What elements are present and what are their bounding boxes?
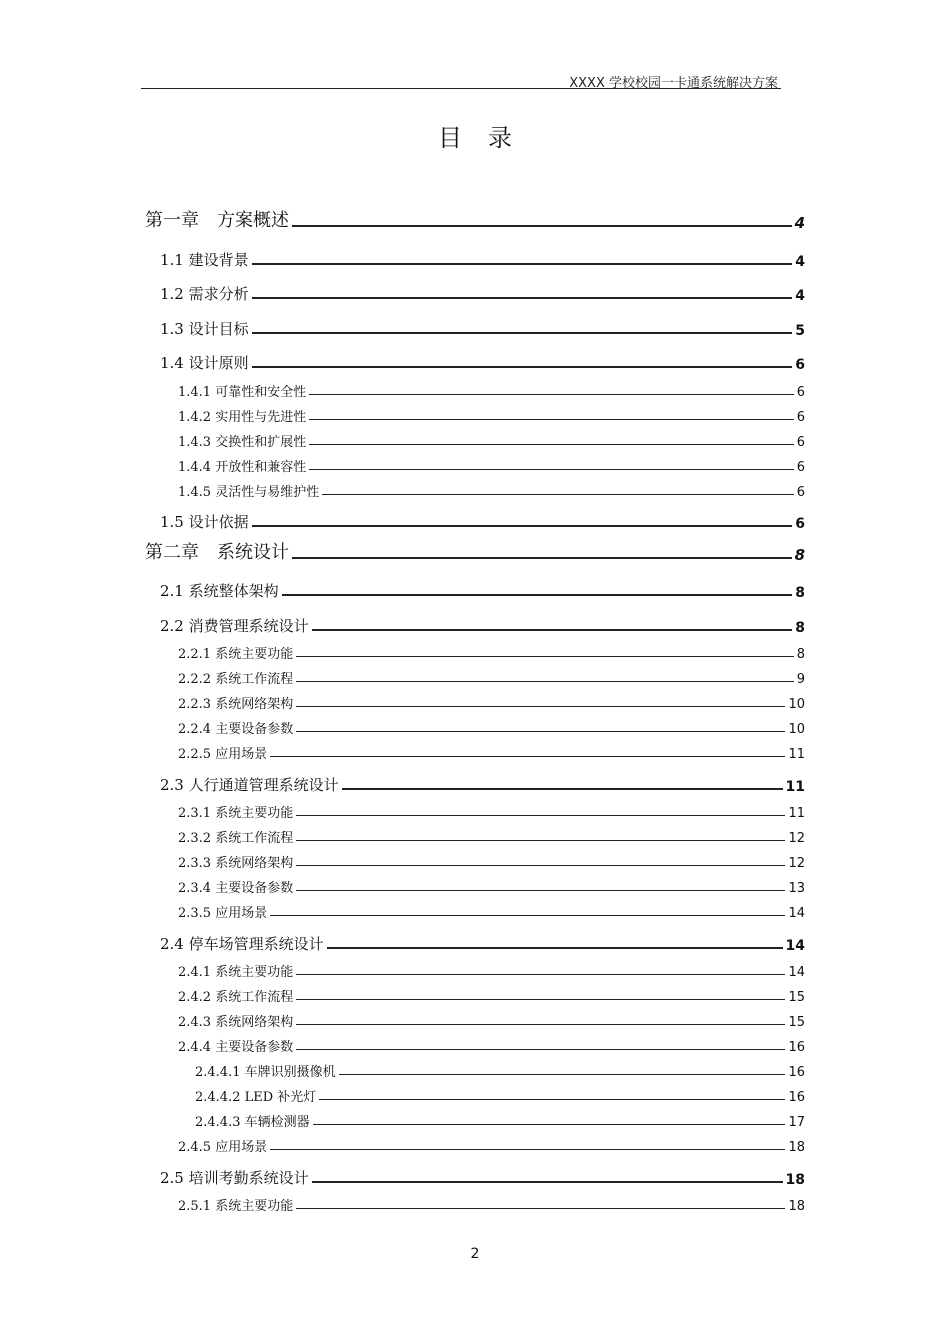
toc-entry-2-2-4[interactable] bbox=[178, 713, 805, 737]
toc-entry-page: 6 bbox=[796, 385, 805, 400]
toc-leader bbox=[296, 706, 785, 707]
toc-leader bbox=[309, 419, 794, 420]
toc-entry-2-4-1[interactable] bbox=[178, 956, 805, 980]
toc-entry-label: 1.1 建设背景 bbox=[160, 251, 249, 269]
toc-leader bbox=[313, 1124, 786, 1125]
running-header: XXXX 学校校园一卡通系统解决方案 bbox=[569, 76, 778, 91]
toc-entry-label: 2.4.4.3 车辆检测器 bbox=[195, 1115, 310, 1130]
toc-entry-label: 2.4.4 主要设备参数 bbox=[178, 1040, 294, 1055]
toc-entry-2-3-4[interactable] bbox=[178, 872, 805, 896]
toc-entry-label: 2.4.2 系统工作流程 bbox=[178, 990, 294, 1005]
toc-leader bbox=[252, 525, 793, 527]
toc-entry-page: 11 bbox=[788, 806, 805, 821]
toc-entry-2-4-4-2[interactable] bbox=[195, 1081, 805, 1105]
toc-entry-page: 9 bbox=[796, 672, 805, 687]
toc-entry-label: 2.4.1 系统主要功能 bbox=[178, 965, 294, 980]
toc-leader bbox=[296, 999, 785, 1000]
toc-entry-1-4-1[interactable] bbox=[178, 376, 805, 400]
toc-leader bbox=[252, 332, 793, 334]
toc-leader bbox=[339, 1074, 786, 1075]
toc-entry-page: 6 bbox=[796, 410, 805, 425]
toc-entry-page: 15 bbox=[788, 990, 805, 1005]
toc-entry-label: 2.4 停车场管理系统设计 bbox=[160, 935, 324, 953]
toc-entry-page: 6 bbox=[795, 516, 805, 532]
toc-entry-page: 4 bbox=[795, 254, 805, 270]
toc-entry-2-3-2[interactable] bbox=[178, 822, 805, 846]
toc-entry-2-4-2[interactable] bbox=[178, 981, 805, 1005]
toc-entry-2-3-3[interactable] bbox=[178, 847, 805, 871]
toc-leader bbox=[296, 865, 785, 866]
toc-leader bbox=[282, 594, 793, 596]
toc-leader bbox=[296, 974, 785, 975]
toc-leader bbox=[296, 890, 785, 891]
toc-entry-page: 12 bbox=[788, 856, 805, 871]
toc-entry-label: 2.4.4.2 LED 补光灯 bbox=[195, 1090, 317, 1105]
toc-entry-page: 8 bbox=[795, 585, 805, 601]
toc-entry-2-4-4-1[interactable] bbox=[195, 1056, 805, 1080]
toc-leader bbox=[296, 1024, 785, 1025]
header-rule bbox=[141, 88, 781, 89]
toc-entry-page: 11 bbox=[788, 747, 805, 762]
toc-entry-page: 6 bbox=[796, 485, 805, 500]
toc-entry-1-4-3[interactable] bbox=[178, 426, 805, 450]
toc-entry-label: 2.5.1 系统主要功能 bbox=[178, 1199, 294, 1214]
toc-leader bbox=[252, 297, 793, 299]
toc-leader bbox=[292, 557, 792, 559]
toc-entry-1-5[interactable] bbox=[160, 508, 805, 532]
toc-entry-2-1[interactable] bbox=[160, 577, 805, 601]
toc-entry-2-4[interactable] bbox=[160, 930, 805, 954]
toc-entry-page: 16 bbox=[788, 1090, 805, 1105]
toc-entry-label: 2.4.3 系统网络架构 bbox=[178, 1015, 294, 1030]
toc-entry-page: 8 bbox=[794, 546, 805, 564]
toc-leader bbox=[252, 263, 793, 265]
toc-entry-label: 1.2 需求分析 bbox=[160, 285, 249, 303]
toc-leader bbox=[312, 1181, 783, 1183]
toc-entry-page: 16 bbox=[788, 1040, 805, 1055]
toc-entry-2-4-4-3[interactable] bbox=[195, 1106, 805, 1130]
toc-entry-page: 17 bbox=[788, 1115, 805, 1130]
toc-entry-page: 4 bbox=[794, 214, 805, 232]
toc-entry-label: 2.2.1 系统主要功能 bbox=[178, 647, 294, 662]
toc-entry-2-2-1[interactable] bbox=[178, 638, 805, 662]
toc-leader bbox=[270, 915, 785, 916]
toc-entry-label: 2.4.4.1 车牌识别摄像机 bbox=[195, 1065, 336, 1080]
toc-entry-label: 2.5 培训考勤系统设计 bbox=[160, 1169, 309, 1187]
toc-entry-label: 1.4.4 开放性和兼容性 bbox=[178, 460, 307, 475]
toc-entry-page: 14 bbox=[788, 906, 805, 921]
toc-entry-page: 18 bbox=[788, 1140, 805, 1155]
toc-entry-page: 6 bbox=[795, 357, 805, 373]
toc-leader bbox=[309, 469, 794, 470]
toc-entry-page: 5 bbox=[795, 323, 805, 339]
toc-entry-label: 第一章 方案概述 bbox=[145, 210, 289, 231]
toc-leader bbox=[296, 815, 785, 816]
toc-entry-2-2-3[interactable] bbox=[178, 688, 805, 712]
toc-entry-page: 10 bbox=[788, 697, 805, 712]
toc-entry-1-4-5[interactable] bbox=[178, 476, 805, 500]
toc-entry-page: 4 bbox=[795, 288, 805, 304]
toc-entry-page: 8 bbox=[795, 620, 805, 636]
toc-entry-label: 2.3 人行通道管理系统设计 bbox=[160, 776, 339, 794]
toc-leader bbox=[312, 629, 793, 631]
toc-entry-page: 6 bbox=[796, 460, 805, 475]
toc-entry-label: 1.3 设计目标 bbox=[160, 320, 249, 338]
toc-entry-2-2-5[interactable] bbox=[178, 738, 805, 762]
toc-leader bbox=[322, 494, 794, 495]
toc-leader bbox=[270, 1149, 785, 1150]
toc-entry-2-3[interactable] bbox=[160, 771, 805, 795]
toc-leader bbox=[270, 756, 785, 757]
toc-leader bbox=[309, 444, 794, 445]
toc-entry-label: 2.3.5 应用场景 bbox=[178, 906, 268, 921]
toc-leader bbox=[252, 366, 793, 368]
toc-entry-label: 1.4 设计原则 bbox=[160, 354, 249, 372]
toc-entry-page: 18 bbox=[788, 1199, 805, 1214]
toc-entry-1-3[interactable] bbox=[160, 315, 805, 339]
toc-leader bbox=[327, 947, 783, 949]
toc-leader bbox=[296, 1208, 785, 1209]
page-number: 2 bbox=[470, 1246, 480, 1262]
toc-entry-2-3-5[interactable] bbox=[178, 897, 805, 921]
toc-entry-page: 10 bbox=[788, 722, 805, 737]
toc-entry-label: 1.4.5 灵活性与易维护性 bbox=[178, 485, 320, 500]
toc-entry-2-5-1[interactable] bbox=[178, 1190, 805, 1214]
toc-entry-label: 2.1 系统整体架构 bbox=[160, 582, 279, 600]
toc-entry-2-4-4[interactable] bbox=[178, 1031, 805, 1055]
toc-entry-label: 2.2 消费管理系统设计 bbox=[160, 617, 309, 635]
toc-entry-1-4-2[interactable] bbox=[178, 401, 805, 425]
toc-entry-label: 1.4.3 交换性和扩展性 bbox=[178, 435, 307, 450]
toc-leader bbox=[296, 731, 785, 732]
toc-entry-label: 2.2.3 系统网络架构 bbox=[178, 697, 294, 712]
toc-entry-page: 16 bbox=[788, 1065, 805, 1080]
toc-entry-page: 11 bbox=[785, 779, 805, 795]
toc-entry-2-2[interactable] bbox=[160, 612, 805, 636]
toc-entry-page: 18 bbox=[785, 1172, 805, 1188]
toc-entry-1-4-4[interactable] bbox=[178, 451, 805, 475]
toc-entry-2-5[interactable] bbox=[160, 1164, 805, 1188]
toc-entry-label: 2.3.4 主要设备参数 bbox=[178, 881, 294, 896]
toc-entry-page: 12 bbox=[788, 831, 805, 846]
toc-title: 目录 bbox=[438, 124, 538, 152]
toc-leader bbox=[319, 1099, 785, 1100]
toc-leader bbox=[309, 394, 794, 395]
toc-entry-label: 2.3.1 系统主要功能 bbox=[178, 806, 294, 821]
toc-entry-label: 2.4.5 应用场景 bbox=[178, 1140, 268, 1155]
toc-entry-label: 2.3.2 系统工作流程 bbox=[178, 831, 294, 846]
toc-entry-label: 2.2.4 主要设备参数 bbox=[178, 722, 294, 737]
toc-entry-page: 8 bbox=[796, 647, 805, 662]
toc-entry-2-3-1[interactable] bbox=[178, 797, 805, 821]
toc-entry-label: 2.2.5 应用场景 bbox=[178, 747, 268, 762]
toc-leader bbox=[342, 788, 783, 790]
toc-leader bbox=[296, 681, 794, 682]
toc-entry-page: 6 bbox=[796, 435, 805, 450]
toc-entry-chapter-2[interactable] bbox=[145, 540, 805, 564]
toc-entry-page: 15 bbox=[788, 1015, 805, 1030]
toc-entry-1-2[interactable] bbox=[160, 280, 805, 304]
toc-leader bbox=[296, 656, 794, 657]
toc-entry-page: 13 bbox=[788, 881, 805, 896]
toc-entry-label: 1.4.1 可靠性和安全性 bbox=[178, 385, 307, 400]
toc-entry-page: 14 bbox=[785, 938, 805, 954]
toc-entry-2-4-3[interactable] bbox=[178, 1006, 805, 1030]
toc-entry-label: 2.3.3 系统网络架构 bbox=[178, 856, 294, 871]
toc-entry-label: 第二章 系统设计 bbox=[145, 542, 289, 563]
toc-entry-label: 1.5 设计依据 bbox=[160, 513, 249, 531]
toc-entry-2-4-5[interactable] bbox=[178, 1131, 805, 1155]
toc-entry-label: 1.4.2 实用性与先进性 bbox=[178, 410, 307, 425]
toc-leader bbox=[296, 840, 785, 841]
toc-entry-page: 14 bbox=[788, 965, 805, 980]
toc-entry-label: 2.2.2 系统工作流程 bbox=[178, 672, 294, 687]
toc-entry-1-1[interactable] bbox=[160, 246, 805, 270]
toc-entry-1-4[interactable] bbox=[160, 349, 805, 373]
toc-entry-chapter-1[interactable] bbox=[145, 208, 805, 232]
toc-leader bbox=[292, 225, 792, 227]
toc-leader bbox=[296, 1049, 785, 1050]
toc-entry-2-2-2[interactable] bbox=[178, 663, 805, 687]
